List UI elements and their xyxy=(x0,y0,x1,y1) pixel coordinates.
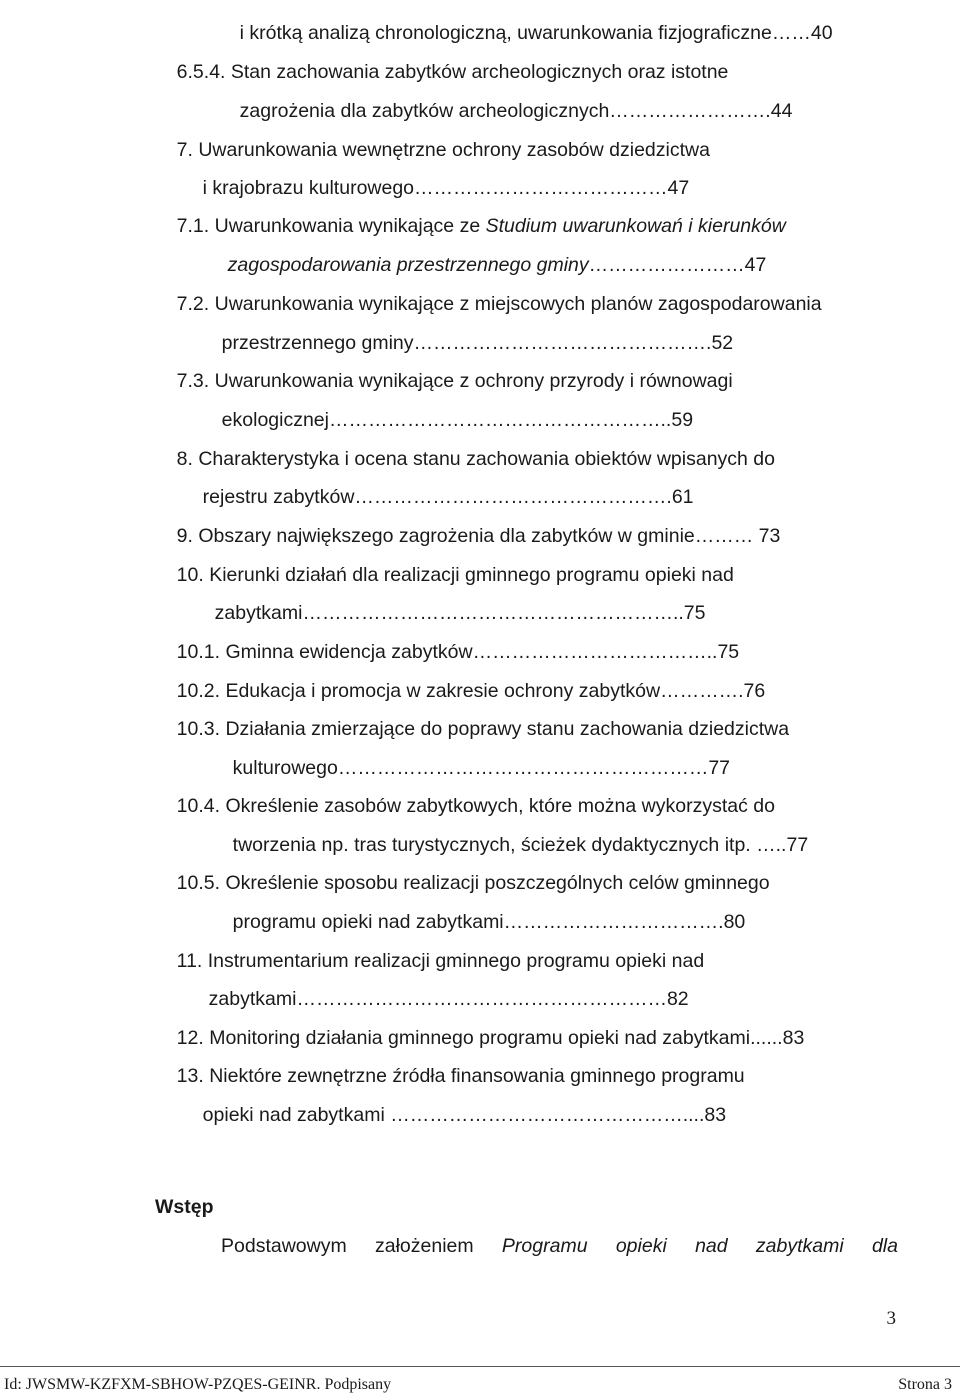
toc-entry-text: 10.4. Określenie zasobów zabytkowych, które można wykorzystać do xyxy=(176,795,775,817)
intro-word-italic: opieki xyxy=(615,1235,667,1257)
toc-entry-text: 12. Monitoring działania gminnego programu opieki nad zabytkami xyxy=(176,1027,751,1049)
toc-leader-dots: ……………………………………….... xyxy=(384,1104,705,1126)
toc-entry-text: opieki nad zabytkami xyxy=(202,1104,385,1126)
page-number: 3 xyxy=(886,1308,896,1329)
toc-page-number: 80 xyxy=(723,911,746,933)
toc-entry-text: 7.1. Uwarunkowania wynikające ze xyxy=(176,215,486,237)
footer-page-label: Strona 3 xyxy=(898,1376,952,1393)
toc-leader-dots: ……………………………. xyxy=(503,911,724,933)
toc-entry-italic-text: Studium uwarunkowań i kierunków xyxy=(485,215,786,237)
toc-leader-dots: ……………………………….. xyxy=(472,641,718,663)
toc-entry-text: 7.2. Uwarunkowania wynikające z miejscowych planów zagospodarowania xyxy=(176,293,822,315)
intro-word-italic: zabytkami xyxy=(755,1235,844,1257)
toc-leader-dots: ………………………………… xyxy=(414,177,668,199)
toc-leader-dots: ………………………………………………….. xyxy=(302,602,684,624)
intro-paragraph-line xyxy=(221,1234,898,1258)
toc-entry-text: 8. Charakterystyka i ocena stanu zachowania obiektów wpisanych do xyxy=(176,448,776,470)
intro-word-italic: nad xyxy=(695,1235,728,1257)
toc-leader-dots: ……………………. xyxy=(609,100,771,122)
toc-page-number: 47 xyxy=(667,177,690,199)
footer-signature-id: Id: JWSMW-KZFXM-SBHOW-PZQES-GEINR. Podpisany xyxy=(4,1376,392,1393)
toc-page-number: 59 xyxy=(671,409,694,431)
toc-entry-text: zagrożenia dla zabytków archeologicznych xyxy=(239,100,610,122)
toc-leader-dots: …………………………………………. xyxy=(354,486,672,508)
toc-leader-dots: ...... xyxy=(750,1027,783,1049)
intro-word-italic: dla xyxy=(871,1235,898,1257)
toc-page-number: 44 xyxy=(770,100,793,122)
intro-word: Podstawowym xyxy=(221,1235,347,1257)
footer-divider xyxy=(0,1366,960,1367)
toc-entry-text: 9. Obszary największego zagrożenia dla zabytków w gminie xyxy=(176,525,695,547)
toc-entry-text: przestrzennego gminy xyxy=(221,332,414,354)
intro-word-italic: Programu xyxy=(501,1235,588,1257)
toc-entry-text: 10.3. Działania zmierzające do poprawy stanu zachowania dziedzictwa xyxy=(176,718,790,740)
toc-entry-text: 6.5.4. Stan zachowania zabytków archeologicznych oraz istotne xyxy=(176,61,729,83)
toc-page-number: 40 xyxy=(810,22,833,44)
toc-page-number: 75 xyxy=(717,641,740,663)
toc-page-number: 52 xyxy=(711,332,734,354)
toc-line xyxy=(181,1079,726,1151)
toc-leader-dots: …………………………………………….. xyxy=(329,409,672,431)
toc-leader-dots: ………………………………………. xyxy=(413,332,712,354)
toc-page-number: 73 xyxy=(753,525,781,547)
toc-page-number: 47 xyxy=(744,254,767,276)
toc-entry-text: 10.1. Gminna ewidencja zabytków xyxy=(176,641,473,663)
toc-page-number: 83 xyxy=(704,1104,727,1126)
toc-leader-dots: ………………………………………………… xyxy=(296,988,667,1010)
toc-leader-dots: ………………………………………………… xyxy=(337,757,709,779)
toc-entry-text: rejestru zabytków xyxy=(202,486,355,508)
section-heading: Wstęp xyxy=(155,1196,214,1218)
toc-leader-dots: ……… xyxy=(694,525,754,547)
intro-word: założeniem xyxy=(375,1235,474,1257)
toc-entry-text: tworzenia np. tras turystycznych, ścieżek dydaktycznych itp. xyxy=(232,834,751,856)
toc-entry-text: 10.5. Określenie sposobu realizacji poszczególnych celów gminnego xyxy=(176,872,770,894)
toc-entry-text: 13. Niektóre zewnętrzne źródła finansowania gminnego programu xyxy=(176,1065,745,1087)
toc-entry-text: 11. Instrumentarium realizacji gminnego programu opieki nad xyxy=(176,950,705,972)
toc-page-number: 75 xyxy=(683,602,706,624)
toc-leader-dots: ….. xyxy=(750,834,787,856)
toc-entry-italic-text: zagospodarowania przestrzennego gminy xyxy=(227,254,589,276)
toc-entry-text: 10.2. Edukacja i promocja w zakresie ochrony zabytków xyxy=(176,680,661,702)
toc-entry-text: kulturowego xyxy=(232,757,338,779)
toc-page-number: 82 xyxy=(666,988,689,1010)
toc-entry-text: 7.3. Uwarunkowania wynikające z ochrony przyrody i równowagi xyxy=(176,370,733,392)
toc-entry-text: ekologicznej xyxy=(221,409,329,431)
toc-page-number: 83 xyxy=(782,1027,805,1049)
toc-entry-text: 10. Kierunki działań dla realizacji gminnego programu opieki nad xyxy=(176,564,734,586)
toc-page-number: 77 xyxy=(786,834,809,856)
toc-entry-text: i krajobrazu kulturowego xyxy=(202,177,415,199)
toc-page-number: 61 xyxy=(671,486,694,508)
toc-entry-text: 7. Uwarunkowania wewnętrzne ochrony zasobów dziedzictwa xyxy=(176,139,710,161)
toc-leader-dots: …………. xyxy=(660,680,744,702)
toc-leader-dots: …… xyxy=(771,22,811,44)
toc-leader-dots: …………………… xyxy=(588,254,745,276)
toc-page-number: 77 xyxy=(708,757,731,779)
toc-page-number: 76 xyxy=(743,680,766,702)
toc-entry-text: zabytkami xyxy=(208,988,297,1010)
toc-entry-text: i krótką analizą chronologiczną, uwarunkowania fizjograficzne xyxy=(239,22,772,44)
toc-entry-text: zabytkami xyxy=(214,602,303,624)
toc-entry-text: programu opieki nad zabytkami xyxy=(232,911,504,933)
